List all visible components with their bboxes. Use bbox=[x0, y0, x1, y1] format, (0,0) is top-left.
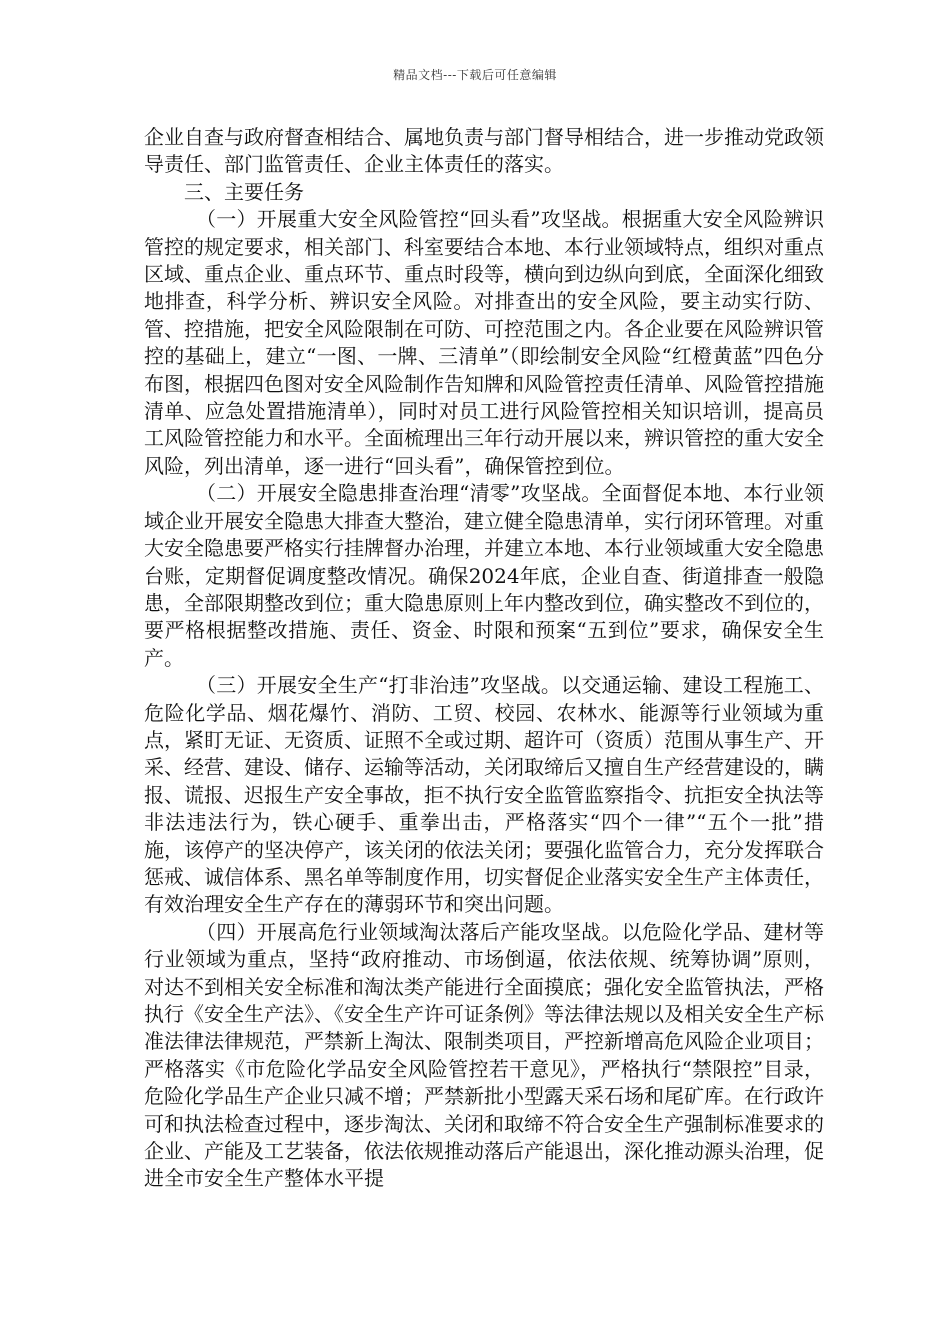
paragraph-task-3: （三）开展安全生产“打非治违”攻坚战。以交通运输、建设工程施工、危险化学品、烟花爆竹、消防、工贸、校园、农林水、能源等行业领域为重点，紧盯无证、无资质、证照不全或过期、超许可（资质）范围从事生产、开采、经营、建设、储存、运输等活动，关闭取缔后又擅自生产经营建设的，瞒报、谎报、迟报生产安全事故，拒不执行安全监管监察指令、抗拒安全执法等非法违法行为，铁心硬手、重拳出击，严格落实“四个一律”“五个一批”措施，该停产的坚决停产，该关闭的依法关闭；要强化监管合力，充分发挥联合惩戒、诚信体系、黑名单等制度作用，切实督促企业落实安全生产主体责任，有效治理安全生产存在的薄弱环节和突出问题。 bbox=[144, 673, 824, 917]
paragraph-task-2: （二）开展安全隐患排查治理“清零”攻坚战。全面督促本地、本行业领域企业开展安全隐患大排查大整治，建立健全隐患清单，实行闭环管理。对重大安全隐患要严格实行挂牌督办治理，并建立本地、本行业领域重大安全隐患台账，定期督促调度整改情况。确保2024年底，企业自查、街道排查一般隐患，全部限期整改到位；重大隐患原则上年内整改到位，确实整改不到位的，要严格根据整改措施、责任、资金、时限和预案“五到位”要求，确保安全生产。 bbox=[144, 481, 824, 670]
document-body bbox=[144, 124, 824, 1193]
paragraph-task-1: （一）开展重大安全风险管控“回头看”攻坚战。根据重大安全风险辨识管控的规定要求，相关部门、科室要结合本地、本行业领域特点，组织对重点区域、重点企业、重点环节、重点时段等，横向到边纵向到底，全面深化细致地排查，科学分析、辨识安全风险。对排查出的安全风险，要主动实行防、管、控措施，把安全风险限制在可防、可控范围之内。各企业要在风险辨识管控的基础上，建立“一图、一牌、三清单”（即绘制安全风险“红橙黄蓝”四色分布图，根据四色图对安全风险制作告知牌和风险管控责任清单、风险管控措施清单、应急处置措施清单），同时对员工进行风险管控相关知识培训，提高员工风险管控能力和水平。全面梳理出三年行动开展以来，辨识管控的重大安全风险，列出清单，逐一进行“回头看”，确保管控到位。 bbox=[144, 207, 824, 478]
paragraph-task-4: （四）开展高危行业领域淘汰落后产能攻坚战。以危险化学品、建材等行业领域为重点，坚持“政府推动、市场倒逼，依法依规、统筹协调”原则，对达不到相关安全标准和淘汰类产能进行全面摸底；强化安全监管执法，严格执行《安全生产法》、《安全生产许可证条例》等法律法规以及相关安全生产标准法律法律规范，严禁新上淘汰、限制类项目，严控新增高危风险企业项目；严格落实《市危险化学品安全风险管控若干意见》，严格执行“禁限控”目录，危险化学品生产企业只减不增；严禁新批小型露天采石场和尾矿库。在行政许可和执法检查过程中，逐步淘汰、关闭和取缔不符合安全生产强制标准要求的企业、产能及工艺装备，依法依规推动落后产能退出，深化推动源头治理，促进全市安全生产整体水平提 bbox=[144, 919, 824, 1191]
section-heading: 三、主要任务 bbox=[184, 179, 304, 204]
page-header: 精品文档---下载后可任意编辑 bbox=[393, 68, 557, 82]
paragraph-continuation: 企业自查与政府督查相结合、属地负责与部门督导相结合，进一步推动党政领导责任、部门监管责任、企业主体责任的落实。 bbox=[144, 125, 824, 177]
